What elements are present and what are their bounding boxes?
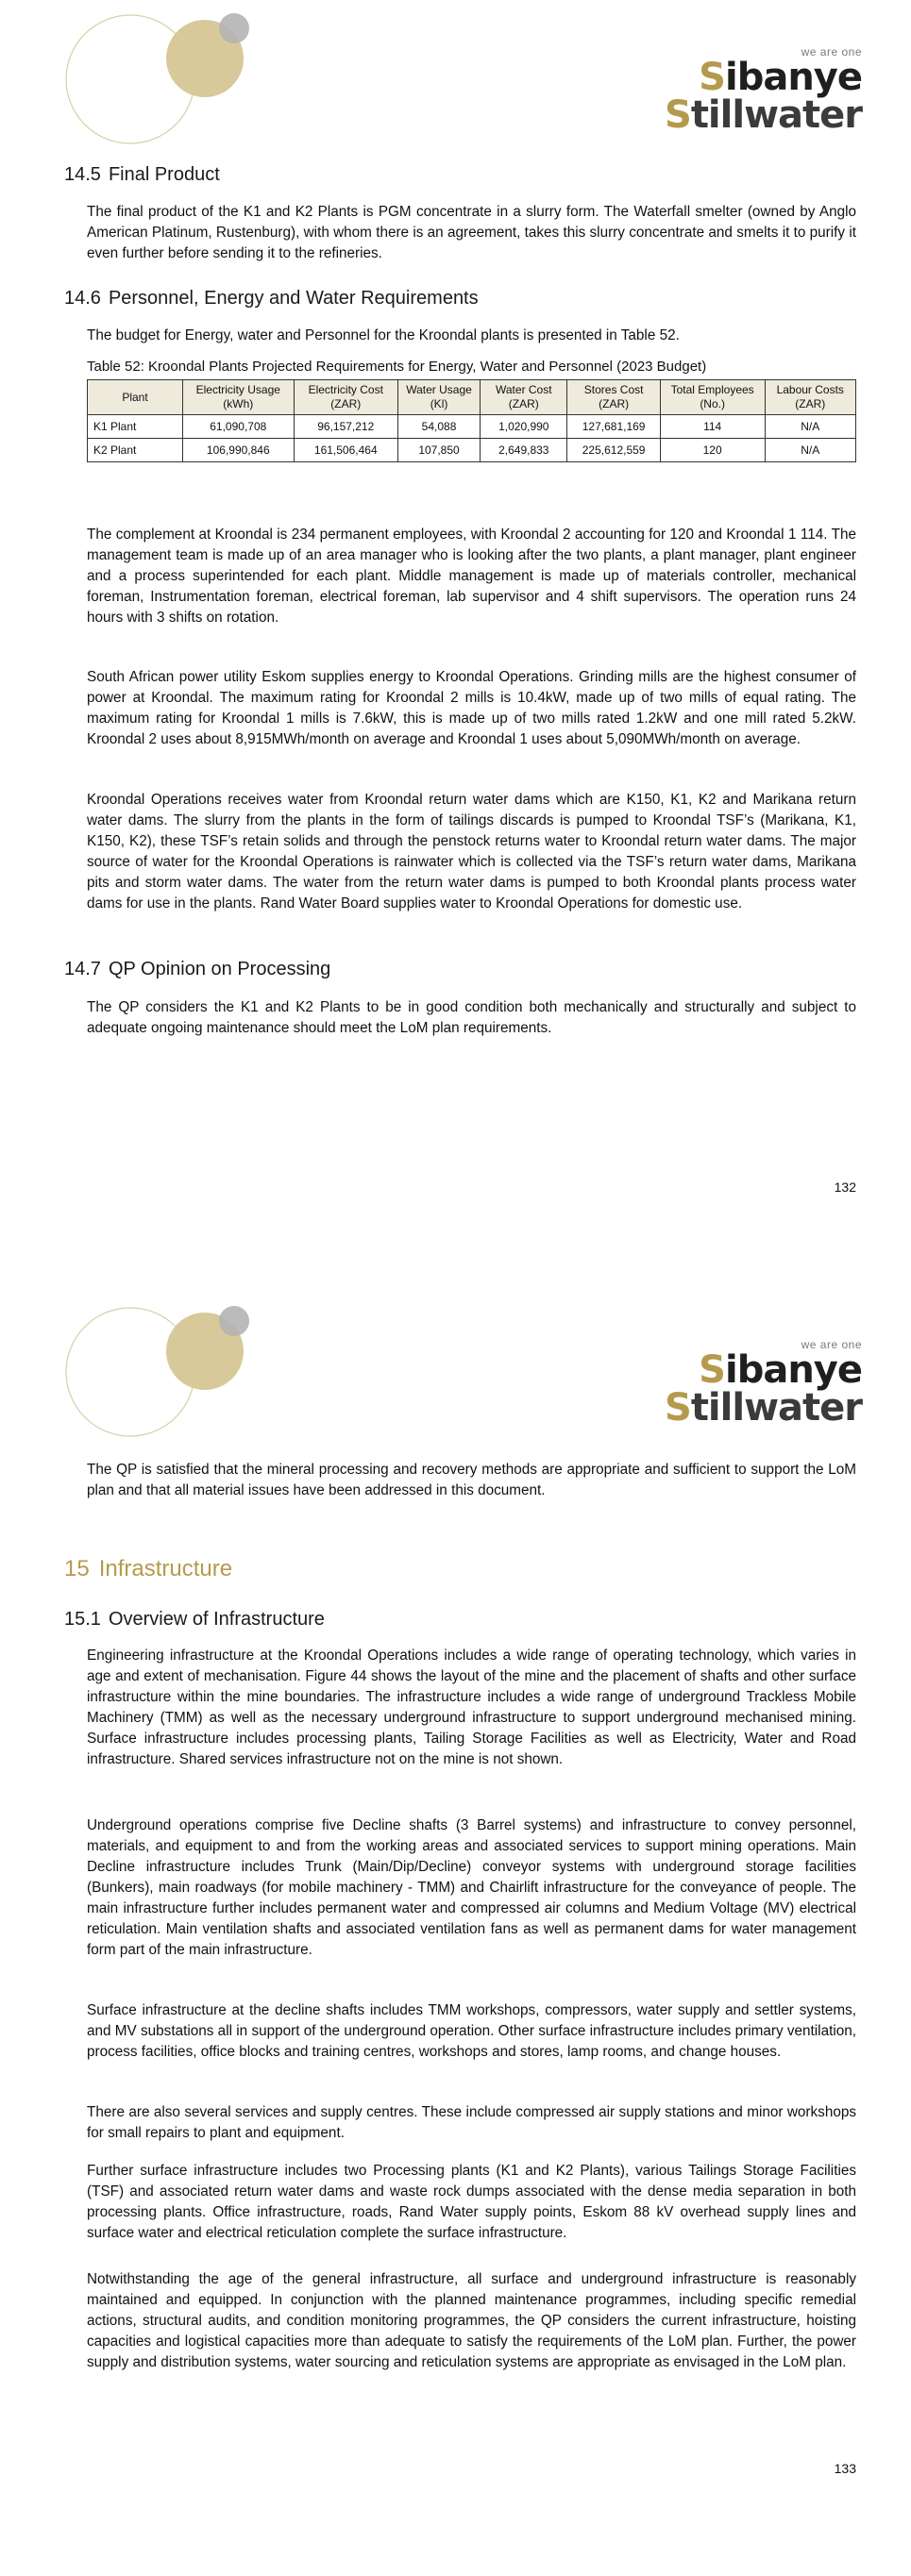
- column-header: Water Usage (Kl): [397, 380, 480, 415]
- table-caption: Table 52: Kroondal Plants Projected Requirements for Energy, Water and Personnel (2023 Budget): [87, 359, 707, 375]
- column-header: Labour Costs (ZAR): [765, 380, 855, 415]
- page-number: 132: [834, 1179, 856, 1195]
- paragraph: There are also several services and supply centres. These include compressed air supply stations and minor workshops for small repairs to plant and equipment.: [87, 2104, 856, 2141]
- table-cell: K2 Plant: [88, 439, 183, 462]
- decorative-circles-graphic: [64, 13, 262, 145]
- table-cell: 225,612,559: [567, 439, 660, 462]
- table-header-row: [88, 380, 856, 415]
- document-page: [0, 0, 911, 1274]
- paragraph: The complement at Kroondal is 234 permanent employees, with Kroondal 2 accounting for 120 and Kroondal 1 114. The management team is made up of an area manager who is looking after the two plants, a plant manager, plant engineer and a process superintended for each plant. Middle management is made up of materials controller, mechanical foreman, Instrumentation foreman, electrical foreman, lab supervisor and 4 shift supervisors. The operation runs 24 hours with 3 shifts on rotation.: [87, 527, 856, 626]
- grey-circle: [219, 13, 249, 43]
- section-heading-14-5: 14.5 Final Product: [64, 164, 220, 185]
- paragraph: The QP considers the K1 and K2 Plants to be in good condition both mechanically and structurally and subject to adequate ongoing maintenance should meet the LoM plan requirements.: [87, 999, 856, 1036]
- page-number: 133: [834, 2461, 856, 2476]
- table-row: [88, 415, 856, 439]
- paragraph: The final product of the K1 and K2 Plants is PGM concentrate in a slurry form. The Waterfall smelter (owned by Anglo American Platinum, Rustenburg), with whom there is an agreement, takes this slurry concentrate and smelts it to purify it even further before sending it to the refineries.: [87, 204, 856, 261]
- table-cell: 161,506,464: [294, 439, 397, 462]
- section-heading-14-6: 14.6 Personnel, Energy and Water Requirements: [64, 288, 479, 309]
- table-cell: N/A: [765, 415, 855, 439]
- company-logo: [650, 45, 862, 140]
- section-heading-15-1: 15.1 Overview of Infrastructure: [64, 1609, 325, 1630]
- table-cell: 54,088: [397, 415, 480, 439]
- table-cell: N/A: [765, 439, 855, 462]
- chapter-heading-15: 15 Infrastructure: [64, 1556, 233, 1581]
- decorative-circles-graphic: [64, 1306, 262, 1438]
- paragraph: Further surface infrastructure includes two Processing plants (K1 and K2 Plants), various Tailings Storage Facilities (TSF) and associated return water dams and waste rock dumps associated with the dense media separation in both processing plants. Office infrastructure, roads, Rand Water supply points, Eskom 88 kV overhead supply lines and surface water and electrical reticulation complete the surface infrastructure.: [87, 2163, 856, 2241]
- table-cell: K1 Plant: [88, 415, 183, 439]
- paragraph: Surface infrastructure at the decline shafts includes TMM workshops, compressors, water supply and settler systems, and MV substations all in support of the underground operation. Other surface infrastructure includes primary ventilation, process facilities, office blocks and training centres, workshops and stores, lamp rooms, and change houses.: [87, 2002, 856, 2060]
- section-heading-14-7: 14.7 QP Opinion on Processing: [64, 959, 331, 979]
- logo-tagline: we are one: [801, 45, 862, 59]
- column-header: Electricity Cost (ZAR): [294, 380, 397, 415]
- column-header: Total Employees (No.): [660, 380, 765, 415]
- table-cell: 127,681,169: [567, 415, 660, 439]
- column-header: Plant: [88, 380, 183, 415]
- logo-line-1: Sibanye: [699, 1348, 862, 1392]
- table-cell: 120: [660, 439, 765, 462]
- paragraph: Kroondal Operations receives water from Kroondal return water dams which are K150, K1, K2 and Marikana return water dams. The slurry from the plants in the form of tailings discards is pumped to Kroondal TSF’s (Marikana, K1, K150, K2), these TSF’s retain solids and through the penstock returns water to Kroondal return water dams. The major source of water for the Kroondal Operations is rainwater which is collected via the TSF’s return water dams, Marikana pits and storm water dams. The water from the return water dams is pumped to both Kroondal plants process water dams for use in the plants. Rand Water Board supplies water to Kroondal Operations for domestic use.: [87, 792, 856, 912]
- table-cell: 96,157,212: [294, 415, 397, 439]
- logo-line-2: Stillwater: [665, 93, 862, 137]
- logo-tagline: we are one: [801, 1338, 862, 1351]
- paragraph: The budget for Energy, water and Personnel for the Kroondal plants is presented in Table 52.: [87, 327, 680, 343]
- grey-circle: [219, 1306, 249, 1336]
- paragraph: The QP is satisfied that the mineral processing and recovery methods are appropriate and sufficient to support the LoM plan and that all material issues have been addressed in this document.: [87, 1462, 856, 1498]
- logo-line-2: Stillwater: [665, 1386, 862, 1430]
- paragraph: South African power utility Eskom supplies energy to Kroondal Operations. Grinding mills are the highest consumer of power at Kroondal. The maximum rating for Kroondal 2 mills is 10.4kW, made up of two mills of equal rating. The maximum rating for Kroondal 1 mills is 7.6kW, this is made up of two mills rated 1.2kW and one mill rated 5.2kW. Kroondal 2 uses about 8,915MWh/month on average and Kroondal 1 uses about 5,090MWh/month on average.: [87, 669, 856, 747]
- logo-line-1: Sibanye: [699, 56, 862, 99]
- column-header: Water Cost (ZAR): [481, 380, 567, 415]
- document-page: [0, 1293, 911, 2576]
- company-logo: [650, 1338, 862, 1432]
- column-header: Electricity Usage (kWh): [183, 380, 295, 415]
- requirements-table: [87, 379, 856, 462]
- table-cell: 107,850: [397, 439, 480, 462]
- table-cell: 2,649,833: [481, 439, 567, 462]
- paragraph: Engineering infrastructure at the Kroondal Operations includes a wide range of operating technology, which varies in age and extent of mechanisation. Figure 44 shows the layout of the mine and the placement of shafts and other surface infrastructure within the mine boundaries. The infrastructure includes a wide range of underground Trackless Mobile Machinery (TMM) as well as the necessary underground infrastructure to support underground mechanised mining. Surface infrastructure includes processing plants, Tailing Storage Facilities as well as Electricity, Water and Road infrastructure. Shared services infrastructure not on the mine is not shown.: [87, 1648, 856, 1767]
- table-cell: 61,090,708: [183, 415, 295, 439]
- paragraph: Notwithstanding the age of the general infrastructure, all surface and underground infrastructure is reasonably maintained and equipped. In conjunction with the planned maintenance programmes, including specific remedial actions, structural audits, and condition monitoring programmes, the QP considers the current infrastructure, hoisting capacities and logistical capacities more than adequate to satisfy the requirements of the LoM plan. Further, the power supply and distribution systems, water sourcing and reticulation systems are appropriate as envisaged in the LoM plan.: [87, 2271, 856, 2370]
- paragraph: Underground operations comprise five Decline shafts (3 Barrel systems) and infrastructure to convey personnel, materials, and equipment to and from the working areas and associated services to support mining operations. Main Decline infrastructure includes Trunk (Main/Dip/Decline) conveyor systems with underground storage facilities (Bunkers), main roadways (for mobile machinery - TMM) and Chairlift infrastructure for the conveyance of people. The main infrastructure further includes permanent water and compressed air columns and Medium Voltage (MV) electrical reticulation. Main ventilation shafts and associated ventilation fans as well as permanent dams for water management form part of the main infrastructure.: [87, 1817, 856, 1958]
- column-header: Stores Cost (ZAR): [567, 380, 660, 415]
- table-cell: 106,990,846: [183, 439, 295, 462]
- table-cell: 114: [660, 415, 765, 439]
- table-row: [88, 439, 856, 462]
- table-cell: 1,020,990: [481, 415, 567, 439]
